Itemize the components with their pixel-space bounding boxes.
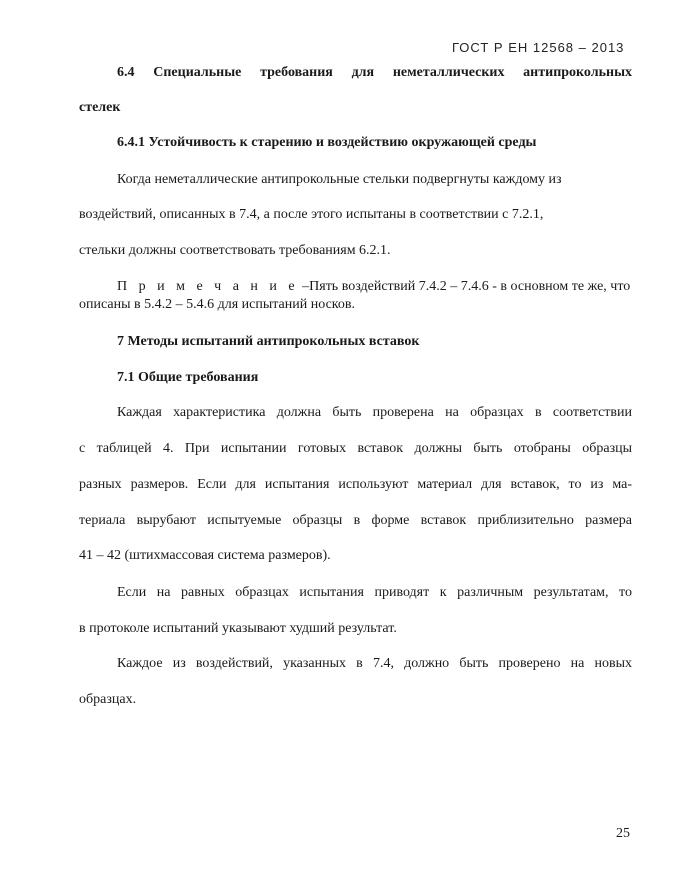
note-text: –Пять воздействий 7.4.2 – 7.4.6 - в основном те же, что <box>298 279 631 294</box>
paragraph-line: разных размеров. Если для испытания используют материал для вставок, то из ма- <box>79 477 632 492</box>
note-line <box>117 278 630 296</box>
note-label: П р и м е ч а н и е <box>117 279 299 294</box>
page-number: 25 <box>616 826 630 841</box>
section-7-title: 7 Методы испытаний антипрокольных вставок <box>117 334 420 349</box>
paragraph-line: воздействий, описанных в 7.4, а после этого испытаны в соответствии с 7.2.1, <box>79 207 544 222</box>
paragraph-line: в протоколе испытаний указывают худший результат. <box>79 621 397 636</box>
note-line-cont: описаны в 5.4.2 – 5.4.6 для испытаний носков. <box>79 297 355 312</box>
document-header: ГОСТ Р ЕН 12568 – 2013 <box>452 40 625 55</box>
paragraph-line: образцах. <box>79 692 137 707</box>
section-6-4-1-title: 6.4.1 Устойчивость к старению и воздействию окружающей среды <box>117 135 537 150</box>
section-6-4-title-cont: стелек <box>79 100 121 115</box>
paragraph-line: стельки должны соответствовать требованиям 6.2.1. <box>79 243 391 258</box>
paragraph-line: Если на равных образцах испытания приводят к различным результатам, то <box>117 585 632 600</box>
paragraph-line: Каждая характеристика должна быть проверена на образцах в соответствии <box>117 405 632 420</box>
paragraph-line: териала вырубают испытуемые образцы в форме вставок приблизительно размера <box>79 513 632 528</box>
paragraph-line: Когда неметаллические антипрокольные стельки подвергнуты каждому из <box>117 172 562 187</box>
section-6-4-title: 6.4 Специальные требования для неметаллических антипрокольных <box>117 65 632 80</box>
paragraph-line: 41 – 42 (штихмассовая система размеров). <box>79 548 331 563</box>
paragraph-line: с таблицей 4. При испытании готовых вставок должны быть отобраны образцы <box>79 441 632 456</box>
section-7-1-title: 7.1 Общие требования <box>117 370 259 385</box>
paragraph-line: Каждое из воздействий, указанных в 7.4, должно быть проверено на новых <box>117 656 632 671</box>
